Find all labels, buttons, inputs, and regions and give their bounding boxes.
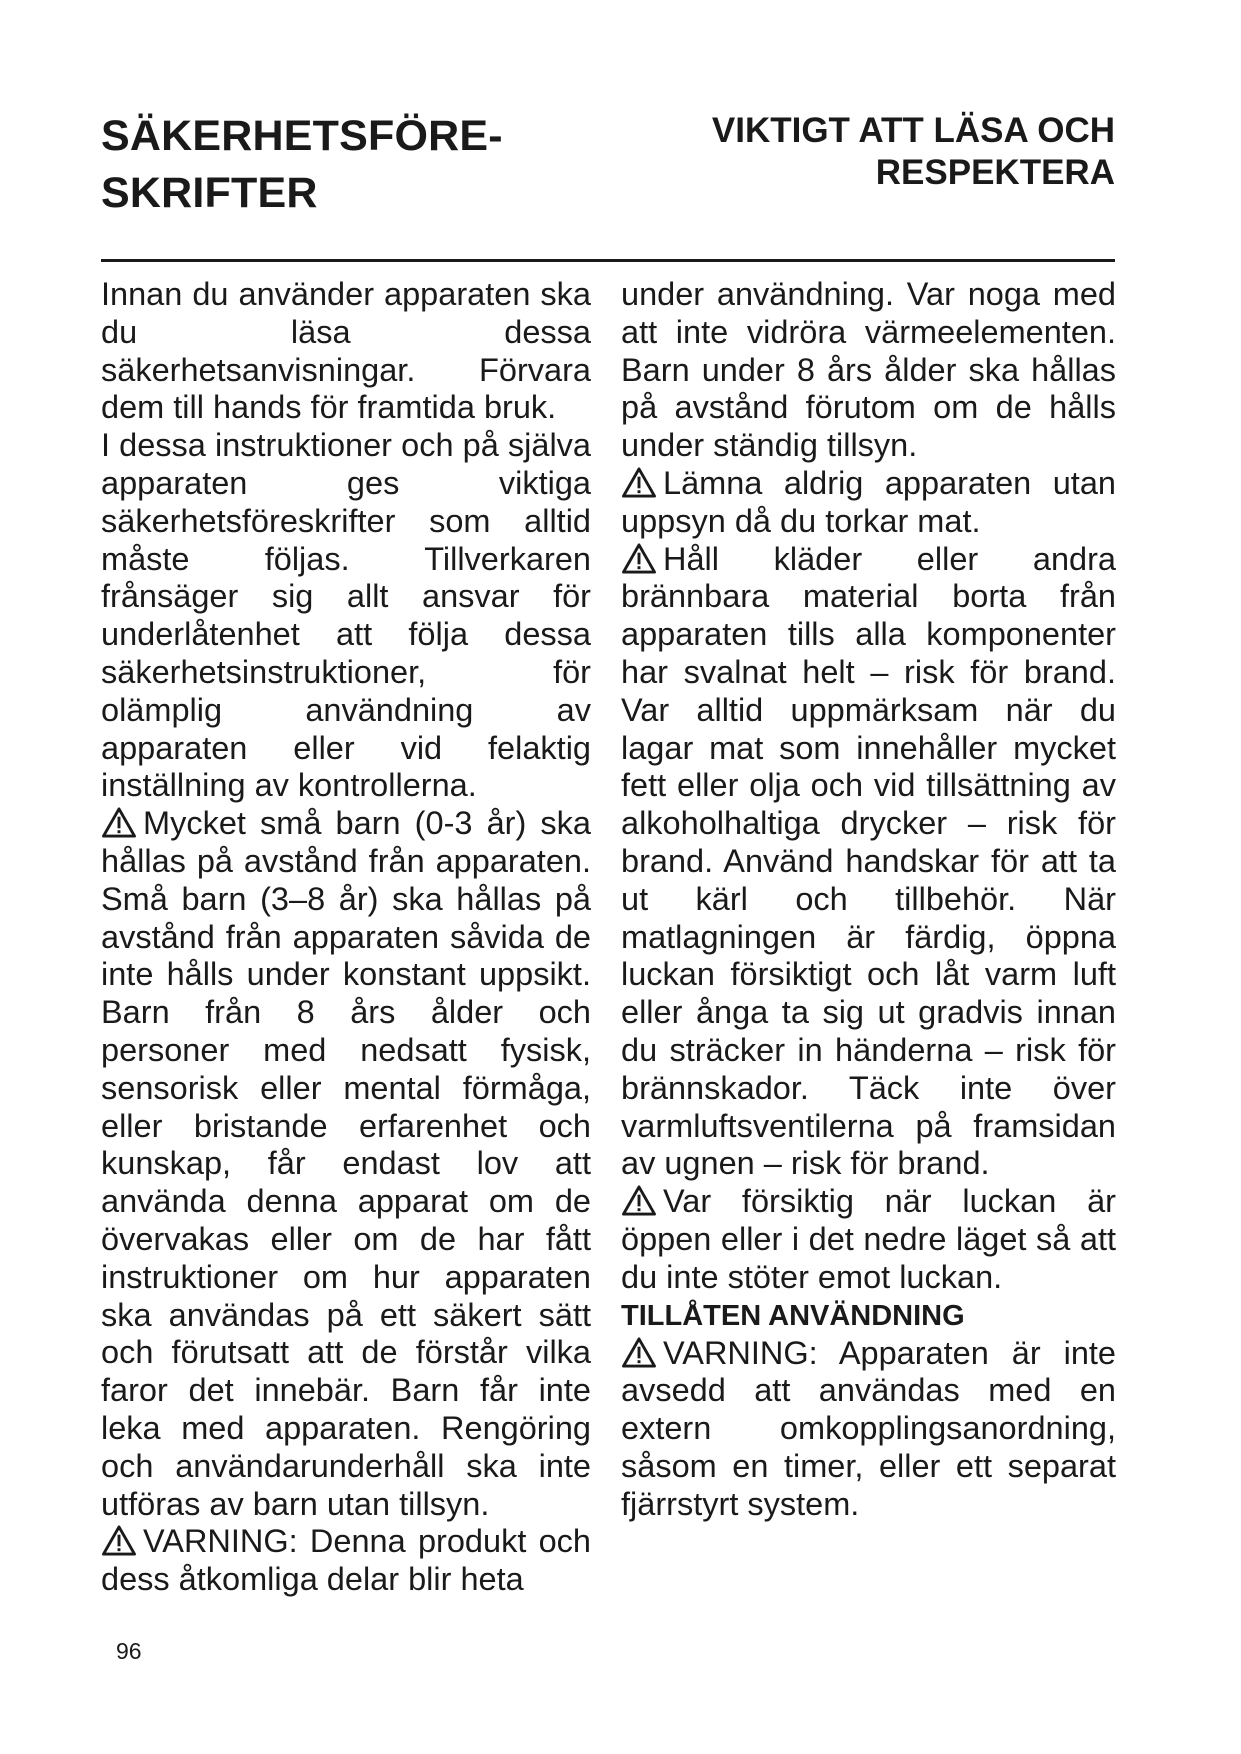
section-title-line1: SÄKERHETSFÖRE- — [101, 112, 503, 160]
section-title — [101, 108, 621, 222]
fire-risk-warning-paragraph — [621, 541, 1116, 1184]
warning-icon — [101, 807, 137, 838]
door-warning-text: Var försiktig när luckan är öppen eller i det nedre läget så att du inte stöter emot luckan. — [621, 1183, 1116, 1295]
children-warning-text: Mycket små barn (0-3 år) ska hållas på avstånd från apparaten. Små barn (3–8 år) ska hållas på avstånd från apparaten såvida de inte hålls under konstant uppsikt. Barn från 8 års ålder och personer med nedsatt fysisk, sensorisk eller mental förmåga, eller bristande erfarenhet och kunskap, får endast lov att använda denna apparat om de övervakas eller om de har fått instruktioner om hur apparaten ska användas på ett säkert sätt och förutsatt att de förstår vilka faror det innebär. Barn får inte leka med apparaten. Rengöring och användarunderhåll ska inte utföras av barn utan tillsyn. — [101, 805, 591, 1522]
instructions-paragraph: I dessa instruktioner och på själva apparaten ges viktiga säkerhetsföreskrifter som alltid måste följas. Tillverkaren frånsäger sig allt ansvar för underlåtenhet att följa dessa säkerhetsinstruktioner, för olämplig användning av apparaten eller vid felaktig inställning av kontrollerna. — [101, 427, 591, 804]
section-subtitle-line1: VIKTIGT ATT LÄSA OCH — [711, 111, 1115, 150]
warning-icon — [621, 543, 657, 574]
permitted-use-heading: TILLÅTEN ANVÄNDNING — [621, 1299, 965, 1332]
unattended-warning-text: Lämna aldrig apparaten utan uppsyn då du torkar mat. — [621, 464, 1116, 539]
left-column — [101, 276, 591, 1599]
intro-paragraph: Innan du använder apparaten ska du läsa dessa säkerhetsanvisningar. Förvara dem till hands för framtida bruk. — [101, 276, 591, 426]
section-subtitle — [555, 110, 1115, 194]
section-subtitle-line2: RESPEKTERA — [875, 153, 1115, 192]
warning-icon — [101, 1525, 137, 1556]
warning-icon — [621, 467, 657, 498]
hot-parts-warning-text: VARNING: Denna produkt och dess åtkomliga delar blir heta — [101, 1523, 591, 1598]
external-switch-warning-paragraph — [621, 1335, 1116, 1524]
warning-icon — [621, 1337, 657, 1368]
unattended-warning-paragraph — [621, 465, 1116, 541]
door-warning-paragraph — [621, 1183, 1116, 1296]
page-number: 96 — [116, 1638, 142, 1664]
right-column — [621, 276, 1116, 1524]
warning-icon — [621, 1185, 657, 1216]
section-title-line2: SKRIFTER — [101, 169, 318, 217]
header-divider — [101, 259, 1115, 262]
heating-elements-paragraph: under användning. Var noga med att inte vidröra värmeelementen. Barn under 8 års ålder ska hållas på avstånd förutom om de hålls under ständig tillsyn. — [621, 276, 1116, 464]
fire-risk-warning-text: Håll kläder eller andra brännbara material borta från apparaten tills alla komponenter har svalnat helt – risk för brand. Var alltid uppmärksam när du lagar mat som innehåller mycket fett eller olja och vid tillsättning av alkoholhaltiga drycker – risk för brand. Använd handskar för att ta ut kärl och tillbehör. När matlagningen är färdig, öppna luckan försiktigt och låt varm luft eller ånga ta sig ut gradvis innan du sträcker in händerna – risk för brännskador. Täck inte över varmluftsventilerna på framsidan av ugnen – risk för brand. — [621, 540, 1116, 1182]
children-warning-paragraph — [101, 805, 591, 1523]
external-switch-warning-text: VARNING: Apparaten är inte avsedd att användas med en extern omkopplingsanordning, såsom en timer, eller ett separat fjärrstyrt system. — [621, 1334, 1116, 1522]
hot-parts-warning-paragraph — [101, 1523, 591, 1599]
